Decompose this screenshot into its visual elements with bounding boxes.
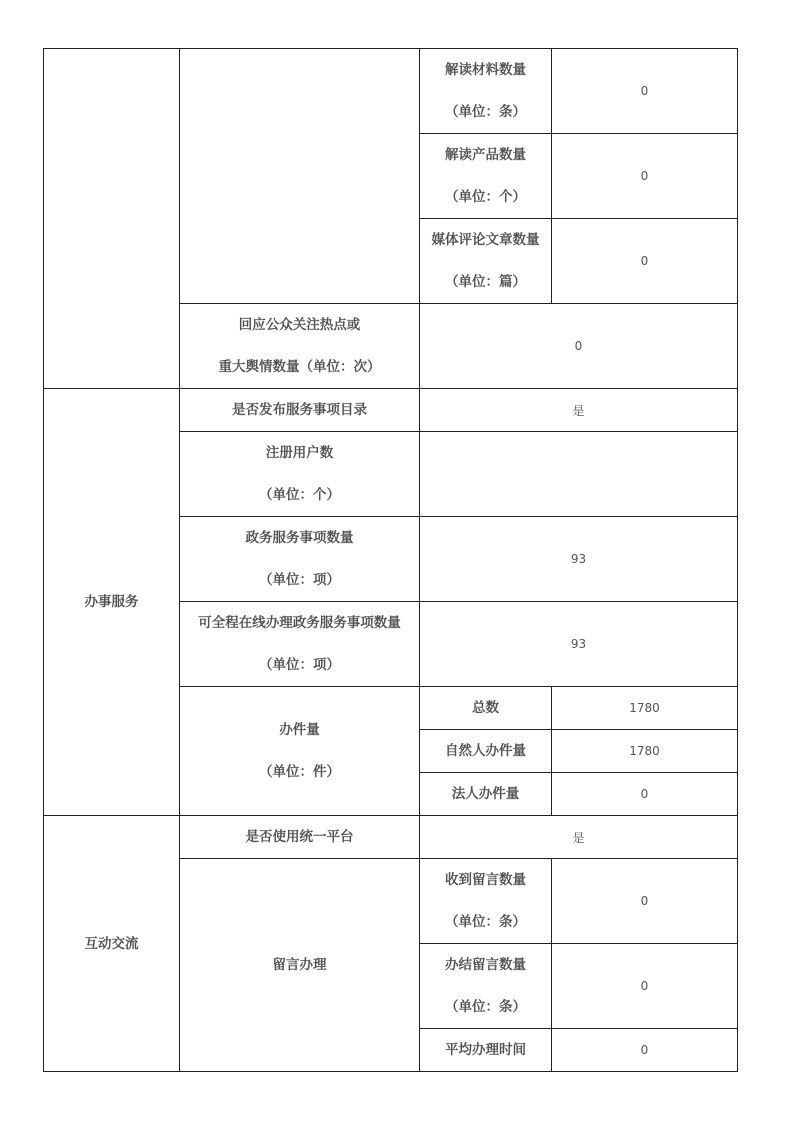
interpret-material-label: 解读材料数量 （单位：条） — [420, 49, 552, 134]
subcategory-cell-blank — [180, 49, 420, 304]
hot-response-label: 回应公众关注热点或 重大舆情数量（单位：次） — [180, 304, 420, 389]
interpret-product-value: 0 — [552, 134, 738, 219]
registered-users-value — [420, 432, 738, 517]
media-comment-value: 0 — [552, 219, 738, 304]
hot-response-value: 0 — [420, 304, 738, 389]
cases-natural-label: 自然人办件量 — [420, 730, 552, 773]
messages-received-label: 收到留言数量 （单位：条） — [420, 859, 552, 944]
messages-received-value: 0 — [552, 859, 738, 944]
cases-legal-label: 法人办件量 — [420, 773, 552, 816]
messages-label: 留言办理 — [180, 859, 420, 1072]
category-cell-blank — [44, 49, 180, 389]
registered-users-label: 注册用户数 （单位：个） — [180, 432, 420, 517]
statistics-table — [43, 48, 738, 1072]
category-service: 办事服务 — [44, 389, 180, 816]
interpret-material-value: 0 — [552, 49, 738, 134]
online-items-label: 可全程在线办理政务服务事项数量 （单位：项） — [180, 602, 420, 687]
messages-completed-label: 办结留言数量 （单位：条） — [420, 944, 552, 1029]
cases-legal-value: 0 — [552, 773, 738, 816]
service-items-label: 政务服务事项数量 （单位：项） — [180, 517, 420, 602]
online-items-value: 93 — [420, 602, 738, 687]
cases-total-value: 1780 — [552, 687, 738, 730]
unified-platform-value: 是 — [420, 816, 738, 859]
cases-total-label: 总数 — [420, 687, 552, 730]
unified-platform-label: 是否使用统一平台 — [180, 816, 420, 859]
interpret-product-label: 解读产品数量 （单位：个） — [420, 134, 552, 219]
media-comment-label: 媒体评论文章数量 （单位：篇） — [420, 219, 552, 304]
category-interaction: 互动交流 — [44, 816, 180, 1072]
service-items-value: 93 — [420, 517, 738, 602]
service-catalog-value: 是 — [420, 389, 738, 432]
avg-time-label: 平均办理时间 — [420, 1029, 552, 1072]
service-catalog-label: 是否发布服务事项目录 — [180, 389, 420, 432]
cases-natural-value: 1780 — [552, 730, 738, 773]
avg-time-value: 0 — [552, 1029, 738, 1072]
cases-label: 办件量 （单位：件） — [180, 687, 420, 816]
messages-completed-value: 0 — [552, 944, 738, 1029]
